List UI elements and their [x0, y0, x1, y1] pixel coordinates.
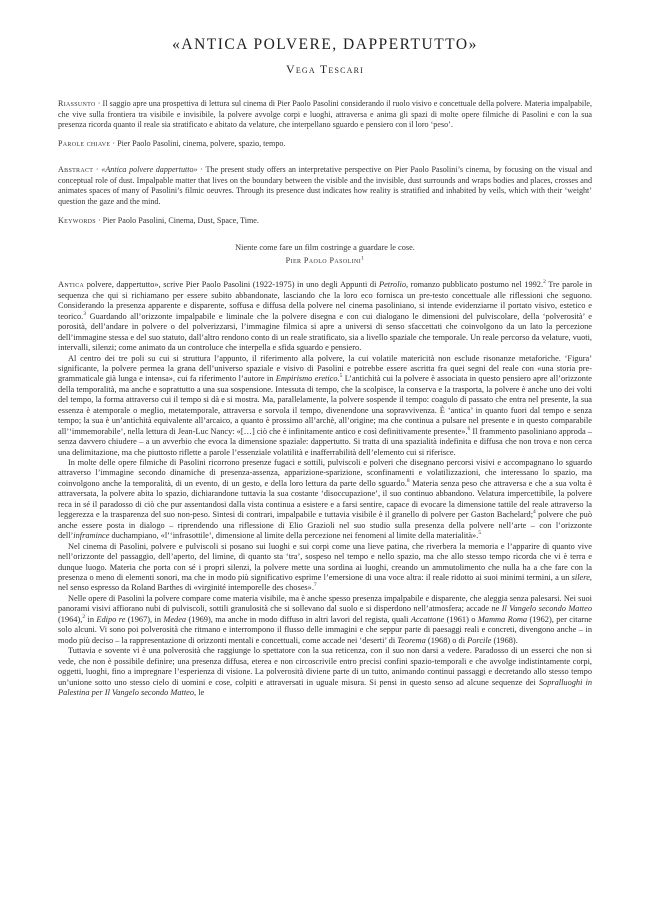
footnote-ref: 4 [533, 509, 536, 516]
footnote-ref: 5 [478, 530, 482, 537]
article-author: Vega Tescari [285, 62, 365, 76]
article-title: «ANTICA POLVERE, DAPPERTUTTO» [172, 36, 478, 53]
abstract-label: Abstract [58, 164, 94, 174]
footnote-ref: 6 [467, 425, 471, 432]
body-paragraph-6: Tuttavia e sovente vi è una polverosità che raggiunge lo spettatore con la sua reticenza, con il suo non darsi a vedere. Paradosso di un esserci che non si vede, che non è possibile definire; una presenza diffusa, eterea e non circoscrivile entro precisi confini spazio-temporali e che avvolge indistintamente corpi, oggetti, luoghi, fino a impregnare l’esperienza di visione. La polverosità diviene parte di un tutto, animando continui passaggi e decretando allo stesso tempo un’unione sotto uno stesso cielo di uomini e cose, colpiti e attraversati in uguale misura. Si pensi in questo senso ad alcune sequenze dei Sopralluoghi in Palestina per Il Vangelo secondo Matteo, le [58, 646, 592, 697]
footnote-ref: 1 [361, 255, 365, 262]
epigraph-author [58, 255, 592, 266]
epigraph-quote: Niente come fare un film costringe a guardare le cose. [235, 243, 415, 253]
riassunto-label: Riassunto [58, 99, 96, 108]
abstract: Abstract · «Antica polvere dappertutto» · The present study offers an interpretative perspective on Pier Paolo Pasolini’s cinema, by focusing on the visual and conceptual role of dust. Impalpable matter that lives on the boundary between the visible and the invisible, dust surrounds and wraps bodies and places, crosses and animates spaces of many of Pasolini’s filmic oeuvres. Through its presence dust indicates how reality is stratified and inhabited by veils, which with their ‘weight’ question the gaze and the mind. [58, 164, 592, 206]
riassunto-text: Il saggio apre una prospettiva di lettura sul cinema di Pier Paolo Pasolini considerando il ruolo visivo e concettuale della polvere. Materia impalpabile, che vive sulla frontiera tra visibile e invisibile, la polvere avvolge corpi e luoghi, attraversa e anima gli spazi di molte opere filmiche di Pasolini e con la sua presenza ricorda quanto il reale sia stratificato e abitato da velature, che interpellano sguardo e pensiero con il loro ‘peso’. [58, 99, 592, 130]
lead-word: Antica [58, 280, 85, 290]
footnote-ref: 7 [313, 582, 317, 589]
abstract-title: «Antica polvere dappertutto» [101, 164, 198, 174]
footnote-ref: 3 [83, 310, 87, 317]
keywords-text: Pier Paolo Pasolini, Cinema, Dust, Space, Time. [102, 215, 259, 225]
parole-chiave-text: Pier Paolo Pasolini, cinema, polvere, spazio, tempo. [117, 139, 286, 149]
epigraph-author-name: Pier Paolo Pasolini [285, 256, 362, 266]
article-body [58, 280, 592, 698]
parole-chiave-label: Parole chiave [58, 139, 111, 149]
footnote-ref: 2 [82, 614, 86, 621]
keywords: Keywords · Pier Paolo Pasolini, Cinema, Dust, Space, Time. [58, 215, 259, 225]
body-paragraph-5: Nelle opere di Pasolini la polvere compare come materia visibile, ma è anche spesso presenza impalpabile e disparente, che aleggia senza palesarsi. Nei suoi panorami visivi affiorano nubi di pulviscoli, sottili granulosità che si sollevano dal suolo e si disperdono nell’atmosfera; accade ne Il Vangelo secondo Matteo (1964),$^2$ in Edipo re (1967), in Medea (1969), ma anche in modo diffuso in altri lavori del regista, quali Accattone (1961) o Mamma Roma (1962), per citarne solo alcuni. Vi sono poi polverosità che ritmano e interrompono il flusso delle immagini e che seppur parte di paesaggi reali e concreti, divengono anche – in modo più deciso – la rappresentazione di orizzonti mentali e concettuali, come accade nei ‘deserti’ di Teorema (1968) o di Porcile (1968). [58, 593, 592, 645]
footnote-ref: 2 [543, 279, 546, 286]
footnote-ref: 8 [406, 478, 410, 485]
body-paragraph-1: Antica polvere, dappertutto», scrive Pier Paolo Pasolini (1922-1975) in uno degli Appunti di Petrolio, romanzo pubblicato postumo nel 1992.$^2$ Tre parole in sequenza che qui si richiamano per essere subito abbandonate, lasciando che la loro eco fornisca un pre-testo concettuale alle riflessioni che seguono. Considerando la presenza apparente e disparente, soffusa e diffusa della polvere nel cinema pasoliniano, si intende evidenziarne il portato visivo, estetico e teorico.$^3$ Guardando all’orizzonte impalpabile e liminale che la polvere disegna e con cui dialogano le dimensioni del pulviscolare, della ‘polverosità’ e porosità, dell’andare in polvere o del polverizzarsi, l’immagine filmica si apre a universi di senso sfaccettati che coinvolgono da un lato la percezione dell’immagine stessa e del suo statuto, dall’altro rendono conto di un reale stratificato, sia a livello spaziale che temporale. Un reale percorso da velature, vuoti, intervalli, silenzi; come animato da un controluce che interpella e sfida sguardo e pensiero. [58, 279, 593, 353]
keywords-label: Keywords [58, 215, 96, 225]
abstract-text: The present study offers an interpretative perspective on Pier Paolo Pasolini’s cinema, by focusing on the visual and conceptual role of dust. Impalpable matter that lives on the boundary between the visible and the invisible, dust surrounds and wraps bodies and places, crosses and animates spaces of many of Pasolini’s filmic oeuvres. Through its presence dust indicates how reality is stratified and inhabited by veils, which with their ‘weight’ question the gaze and the mind. [58, 164, 592, 206]
footnote-ref: 5 [339, 373, 343, 380]
body-paragraph-2: Al centro dei tre poli su cui si struttura l’appunto, il riferimento alla polvere, la cui volatile matericità non esclude risonanze metaforiche. ‘Figura’ significante, la polvere permea la grana dell’universo spaziale e visivo di Pasolini e potrebbe essere ascritta fra quei segni del reale con «una storia pre-grammaticale già lunga e intensa», cui fa riferimento l’autore in Empirismo eretico.$^5$ L’antichità cui la polvere è associata in questo pensiero apre all’orizzonte della temporalità, ma anche e soprattutto a una sua sospensione. Intessuta di tempo, che la scolpisce, la conserva e la trasporta, la polvere è anche uno dei volti del tempo, la forma attraverso cui il tempo si dà e si mostra. Ma, parallelamente, la polvere sospende il tempo: coagulo di passato che entra nel presente, la sua essenza è atemporale o meglio, metatemporale, attraversa e sorvola il tempo, divenendone una sopravvivenza. È ‘antica’ in quanto fuori dal tempo e senza tempo; la sua è un’antichità equivalente all’arcaico, a quanto è prossimo all’archè, all’origine; ma che continua a pulsare nel presente e in questo comparabile all’‘immemorabile’, nella lettura di Jean-Luc Nancy: «[…] ciò che è infinitamente antico e così definitivamente presente».$^6$ Il frammento pasoliniano approda – senza davvero chiudere – a un avverbio che evoca la dimensione spaziale: dappertutto. Si tratta di una spazialità indefinita e diffusa che non trova e non cerca una delimitazione, ma che piuttosto riflette a parole l’essenziale volatilità e inafferrabilità dell’elemento cui si riferisce. [58, 353, 592, 457]
riassunto: Riassunto · Il saggio apre una prospettiva di lettura sul cinema di Pier Paolo Pasolini considerando il ruolo visivo e concettuale della polvere. Materia impalpabile, che vive sulla frontiera tra visibile e invisibile, la polvere avvolge corpi e luoghi, attraversa e anima gli spazi di molte opere filmiche di Pasolini e con la sua presenza ricorda quanto il reale sia stratificato e abitato da velature, che interpellano sguardo e pensiero con il loro ‘peso’. [58, 99, 592, 130]
body-paragraph-4: Nel cinema di Pasolini, polvere e pulviscoli si posano sui luoghi e sui corpi come una lieve patina, che riverbera la memoria e l’apparire di quanto vive nell’orizzonte del passaggio, dell’aperto, del limine, di quanto sta ‘tra’, sospeso nel tempo e nello spazio, ma che allo stesso tempo ricorda che vi è terra e dunque luogo. Materia che porta con sé i propri silenzi, la polvere mette una sordina ai luoghi, creando un ammutolimento che nulla ha a che fare con la presenza o meno di elementi sonori, ma che in modo più significativo esprime l’emersione di una voce altra: il reale ridotto ai suoi minimi termini, a un silere, nel senso espresso da Roland Barthes di «virginité intemporelle des choses».$^7$ [58, 541, 592, 593]
parole-chiave: Parole chiave · Pier Paolo Pasolini, cinema, polvere, spazio, tempo. [58, 139, 286, 149]
body-paragraph-3: In molte delle opere filmiche di Pasolini ricorrono presenze fugaci e sottili, pulviscoli e polveri che disegnano percorsi visivi e accompagnano lo sguardo attraverso l’immagine secondo dinamiche di presenza-assenza, apparizione-sparizione, sconfinamenti e volatilizzazioni, che interessano lo spazio, ma coinvolgono anche la temporalità, di un evento, di un gesto, e della loro lettura da parte dello sguardo.$^8$ Materia senza peso che attraversa e che a sua volta è attraversata, la polvere abita lo spazio, dichiarandone tuttavia la sua costante ‘disoccupazione’, il suo continuo abbandono. Velatura impercettibile, la polvere reca in sé il paradosso di ciò che pur assentandosi dalla vista continua a esistere e a farsi sentire, capace di evocare la dimensione tattile del reale attraverso la leggerezza e la trasparenza del suo non-peso. Sintesi di contrari, impalpabile e tuttavia visibile è il granello di polvere per Gaston Bachelard;$^4$ polvere che può anche essere posta in dialogo – riprendendo una riflessione di Elio Grazioli nel suo studio sulla presenza della polvere nell’arte – con l’orizzonte dell’inframince duchampiano, «l’‘infrasottile’, dimensione al limite della percezione nei fenomeni al limite della materialità».$^5$ [58, 458, 592, 541]
